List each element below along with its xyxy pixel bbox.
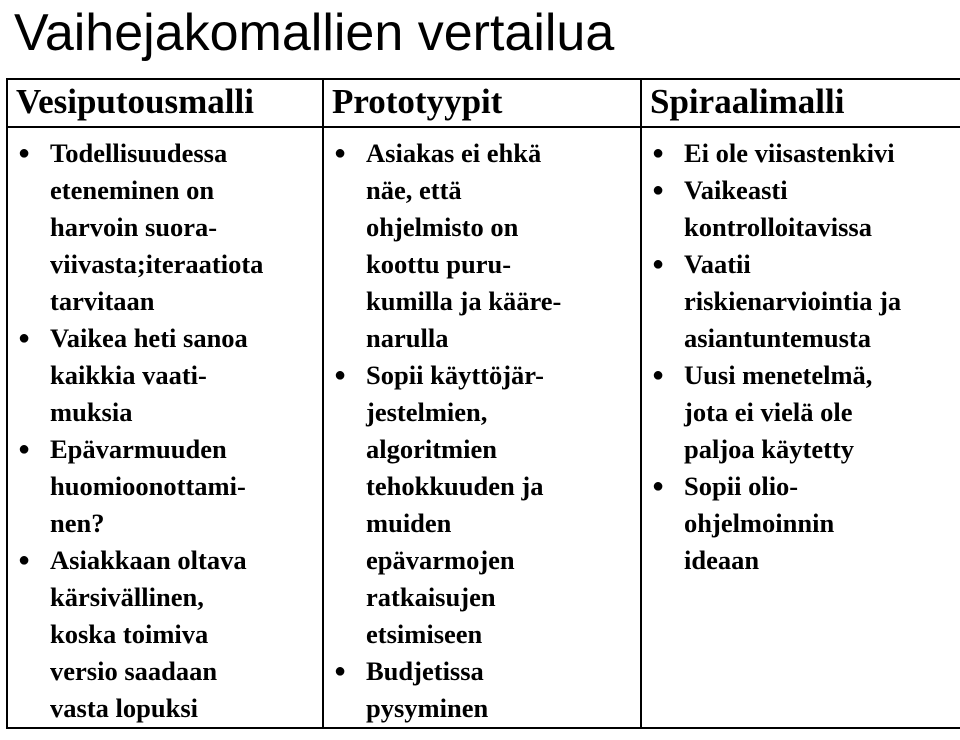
list-item — [642, 246, 960, 357]
bullet-icon: ● — [334, 142, 347, 164]
header-row — [7, 79, 960, 127]
bullet-icon: ● — [652, 142, 665, 164]
content-row — [7, 127, 960, 728]
list-item-text: Sopii käyttöjär- jestelmien, algoritmien tehokkuuden ja muiden epävarmojen ratkaisujen etsimiseen — [366, 360, 544, 649]
list-item-text: Ei ole viisastenkivi — [684, 138, 895, 168]
column-header-waterfall: Vesiputousmalli — [7, 79, 323, 127]
list-item — [8, 320, 322, 431]
list-item — [642, 468, 960, 579]
page-title: Vaihejakomallien vertailua — [14, 4, 615, 62]
list-item — [324, 135, 640, 357]
bullet-icon: ● — [18, 327, 31, 349]
column-header-spiral: Spiraalimalli — [641, 79, 960, 127]
waterfall-list — [8, 128, 322, 727]
list-item — [8, 431, 322, 542]
list-item-text: Todellisuudessa eteneminen on harvoin suora- viivasta;iteraatiota tarvitaan — [50, 138, 264, 316]
spiral-cell — [641, 127, 960, 728]
bullet-icon: ● — [652, 253, 665, 275]
prototypes-cell — [323, 127, 641, 728]
column-header-prototypes: Prototyypit — [323, 79, 641, 127]
list-item-text: Budjetissa pysyminen — [366, 656, 489, 723]
prototypes-list — [324, 128, 640, 727]
comparison-table — [6, 78, 960, 729]
bullet-icon: ● — [18, 438, 31, 460]
waterfall-cell — [7, 127, 323, 728]
list-item — [324, 357, 640, 653]
spiral-list — [642, 128, 960, 579]
bullet-icon: ● — [334, 660, 347, 682]
list-item-text: Vaikea heti sanoa kaikkia vaati- muksia — [50, 323, 248, 427]
list-item — [642, 357, 960, 468]
list-item — [642, 172, 960, 246]
bullet-icon: ● — [652, 364, 665, 386]
bullet-icon: ● — [652, 179, 665, 201]
list-item-text: Asiakkaan oltava kärsivällinen, koska toimiva versio saadaan vasta lopuksi — [50, 545, 247, 723]
list-item — [8, 135, 322, 320]
list-item — [324, 653, 640, 727]
list-item-text: Asiakas ei ehkä näe, että ohjelmisto on koottu puru- kumilla ja kääre- narulla — [366, 138, 562, 353]
bullet-icon: ● — [18, 549, 31, 571]
list-item-text: Sopii olio- ohjelmoinnin ideaan — [684, 471, 835, 575]
bullet-icon: ● — [334, 364, 347, 386]
list-item — [642, 135, 960, 172]
list-item-text: Vaikeasti kontrolloitavissa — [684, 175, 872, 242]
list-item-text: Uusi menetelmä, jota ei vielä ole paljoa käytetty — [684, 360, 873, 464]
bullet-icon: ● — [652, 475, 665, 497]
list-item-text: Vaatii riskienarviointia ja asiantuntemusta — [684, 249, 902, 353]
list-item-text: Epävarmuuden huomioonottami- nen? — [50, 434, 246, 538]
list-item — [8, 542, 322, 727]
bullet-icon: ● — [18, 142, 31, 164]
